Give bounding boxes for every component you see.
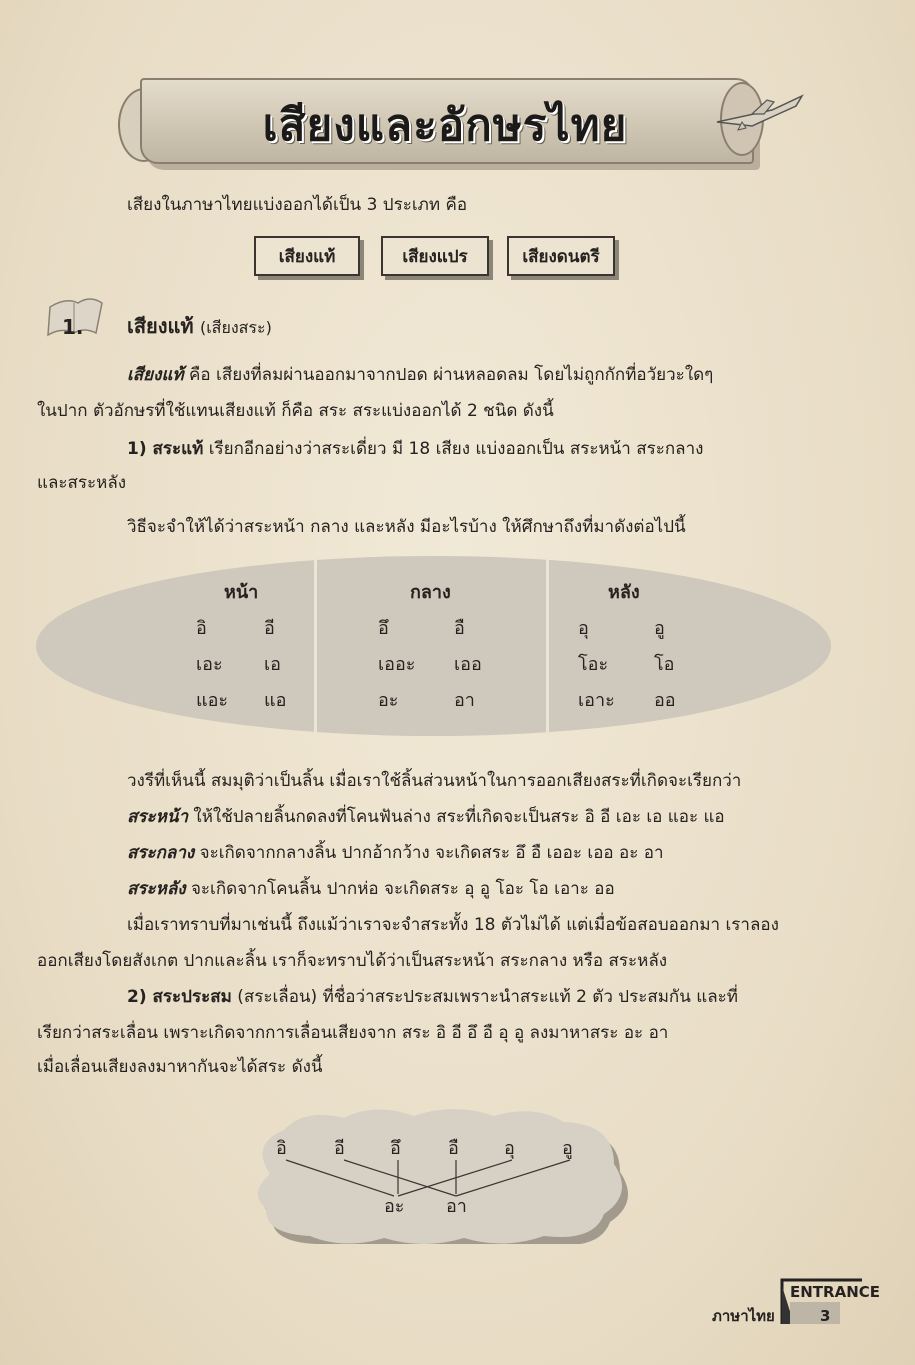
diphthong-cloud-diagram xyxy=(244,1104,628,1244)
subsection1-line1-text: เรียกอีกอย่างว่าสระเดี่ยว มี 18 เสียง แบ่งออกเป็น สระหน้า สระกลาง xyxy=(203,439,704,459)
type-box-true-sound: เสียงแท้ xyxy=(254,236,360,276)
intro-text: เสียงในภาษาไทยแบ่งออกได้เป็น 3 ประเภท คือ xyxy=(127,195,468,215)
vowel-cell: โอ xyxy=(654,654,675,675)
term-front-vowel: สระหน้า xyxy=(127,807,189,827)
explain-front xyxy=(127,806,725,828)
vowel-cell: อุ xyxy=(578,618,589,639)
section1-number: 1. xyxy=(62,315,84,339)
explain-mid xyxy=(127,842,664,864)
cloud-bottom-vowel: อา xyxy=(446,1196,467,1217)
subsection2-line1 xyxy=(127,986,738,1008)
subsection2-label: 2) สระประสม xyxy=(127,987,232,1007)
vowel-cell: อี xyxy=(264,618,275,639)
subsection1-line2: และสระหลัง xyxy=(37,473,127,493)
page-title: เสียงและอักษรไทย xyxy=(262,100,628,151)
type-box-variant-sound: เสียงแปร xyxy=(381,236,489,276)
vowel-cell: อิ xyxy=(196,618,207,639)
section1-para1-line2: ในปาก ตัวอักษรที่ใช้แทนเสียงแท้ ก็คือ สระ สระแบ่งออกได้ 2 ชนิด ดังนี้ xyxy=(37,401,554,421)
footer-series: ENTRANCE xyxy=(790,1283,880,1301)
cloud-top-vowel: อื xyxy=(448,1138,459,1159)
cloud-top-vowel: อุ xyxy=(504,1138,515,1159)
cloud-bottom-vowel: อะ xyxy=(384,1196,405,1217)
chart-divider-2 xyxy=(546,556,549,736)
para1-line1-text: คือ เสียงที่ลมผ่านออกมาจากปอด ผ่านหลอดลม โดยไม่ถูกกักที่อวัยวะใดๆ xyxy=(183,365,714,385)
vowel-cell: อู xyxy=(654,618,665,639)
vowel-cell: อื xyxy=(454,618,465,639)
explain-front-text: ให้ใช้ปลายลิ้นกดลงที่โคนฟันล่าง สระที่เกิดจะเป็นสระ อิ อี เอะ เอ แอะ แอ xyxy=(188,807,725,827)
term-mid-vowel: สระกลาง xyxy=(127,843,195,863)
back-heading: หลัง xyxy=(608,582,640,603)
footer-subject: ภาษาไทย xyxy=(712,1307,775,1325)
airplane-icon xyxy=(712,92,807,132)
section1-heading-text: เสียงแท้ xyxy=(127,314,194,338)
vowel-cell: เอะ xyxy=(196,654,223,675)
study-line: วิธีจะจำให้ได้ว่าสระหน้า กลาง และหลัง มีอะไรบ้าง ให้ศึกษาถึงที่มาดังต่อไปนี้ xyxy=(127,517,686,537)
type-box-tone-sound: เสียงดนตรี xyxy=(507,236,615,276)
explain-line5: เมื่อเราทราบที่มาเช่นนี้ ถึงแม้ว่าเราจะจำสระทั้ง 18 ตัวไม่ได้ แต่เมื่อข้อสอบออกมา เราลอง xyxy=(127,915,779,935)
vowel-cell: แอ xyxy=(264,690,287,711)
vowel-cell: อา xyxy=(454,690,475,711)
term-back-vowel: สระหลัง xyxy=(127,879,186,899)
vowel-cell: อะ xyxy=(378,690,399,711)
explain-line1: วงรีที่เห็นนี้ สมมุติว่าเป็นลิ้น เมื่อเราใช้ลิ้นส่วนหน้าในการออกเสียงสระที่เกิดจะเรียกว่า xyxy=(127,771,742,791)
section1-heading xyxy=(127,312,272,342)
vowel-cell: เอ xyxy=(264,654,281,675)
front-heading: หน้า xyxy=(224,582,259,603)
chart-divider-1 xyxy=(314,556,317,736)
vowel-cell: เออะ xyxy=(378,654,416,675)
vowel-cell: โอะ xyxy=(578,654,609,675)
cloud-top-vowel: อู xyxy=(562,1138,573,1159)
explain-mid-text: จะเกิดจากกลางลิ้น ปากอ้ากว้าง จะเกิดสระ อึ อื เออะ เออ อะ อา xyxy=(194,843,664,863)
vowel-cell: ออ xyxy=(654,690,676,711)
cloud-top-vowel: อึ xyxy=(390,1138,401,1159)
vowel-cell: แอะ xyxy=(196,690,229,711)
mid-heading: กลาง xyxy=(410,582,451,603)
vowel-cell: เอาะ xyxy=(578,690,615,711)
subsection2-line2: เรียกว่าสระเลื่อน เพราะเกิดจากการเลื่อนเสียงจาก สระ อิ อี อึ อื อุ อู ลงมาหาสระ อะ อา xyxy=(37,1023,669,1043)
explain-back xyxy=(127,878,615,900)
explain-line6: ออกเสียงโดยสังเกต ปากและลิ้น เราก็จะทราบได้ว่าเป็นสระหน้า สระกลาง หรือ สระหลัง xyxy=(37,951,668,971)
subsection2-line1-text: (สระเลื่อน) ที่ชื่อว่าสระประสมเพราะนำสระแท้ 2 ตัว ประสมกัน และที่ xyxy=(231,987,738,1007)
subsection1-label: 1) สระแท้ xyxy=(127,439,204,459)
section1-para1-line1 xyxy=(127,364,713,386)
section1-heading-note: (เสียงสระ) xyxy=(199,318,272,337)
term-true-sound: เสียงแท้ xyxy=(127,365,184,385)
explain-back-text: จะเกิดจากโคนลิ้น ปากห่อ จะเกิดสระ อุ อู โอะ โอ เอาะ ออ xyxy=(185,879,615,899)
cloud-top-vowel: อี xyxy=(334,1138,345,1159)
subsection1-line1 xyxy=(127,438,703,460)
cloud-top-vowel: อิ xyxy=(276,1138,287,1159)
page-number: 3 xyxy=(820,1307,831,1325)
subsection2-line3: เมื่อเลื่อนเสียงลงมาหากันจะได้สระ ดังนี้ xyxy=(37,1057,323,1077)
vowel-cell: เออ xyxy=(454,654,482,675)
vowel-cell: อึ xyxy=(378,618,389,639)
cloud-body xyxy=(258,1109,622,1244)
